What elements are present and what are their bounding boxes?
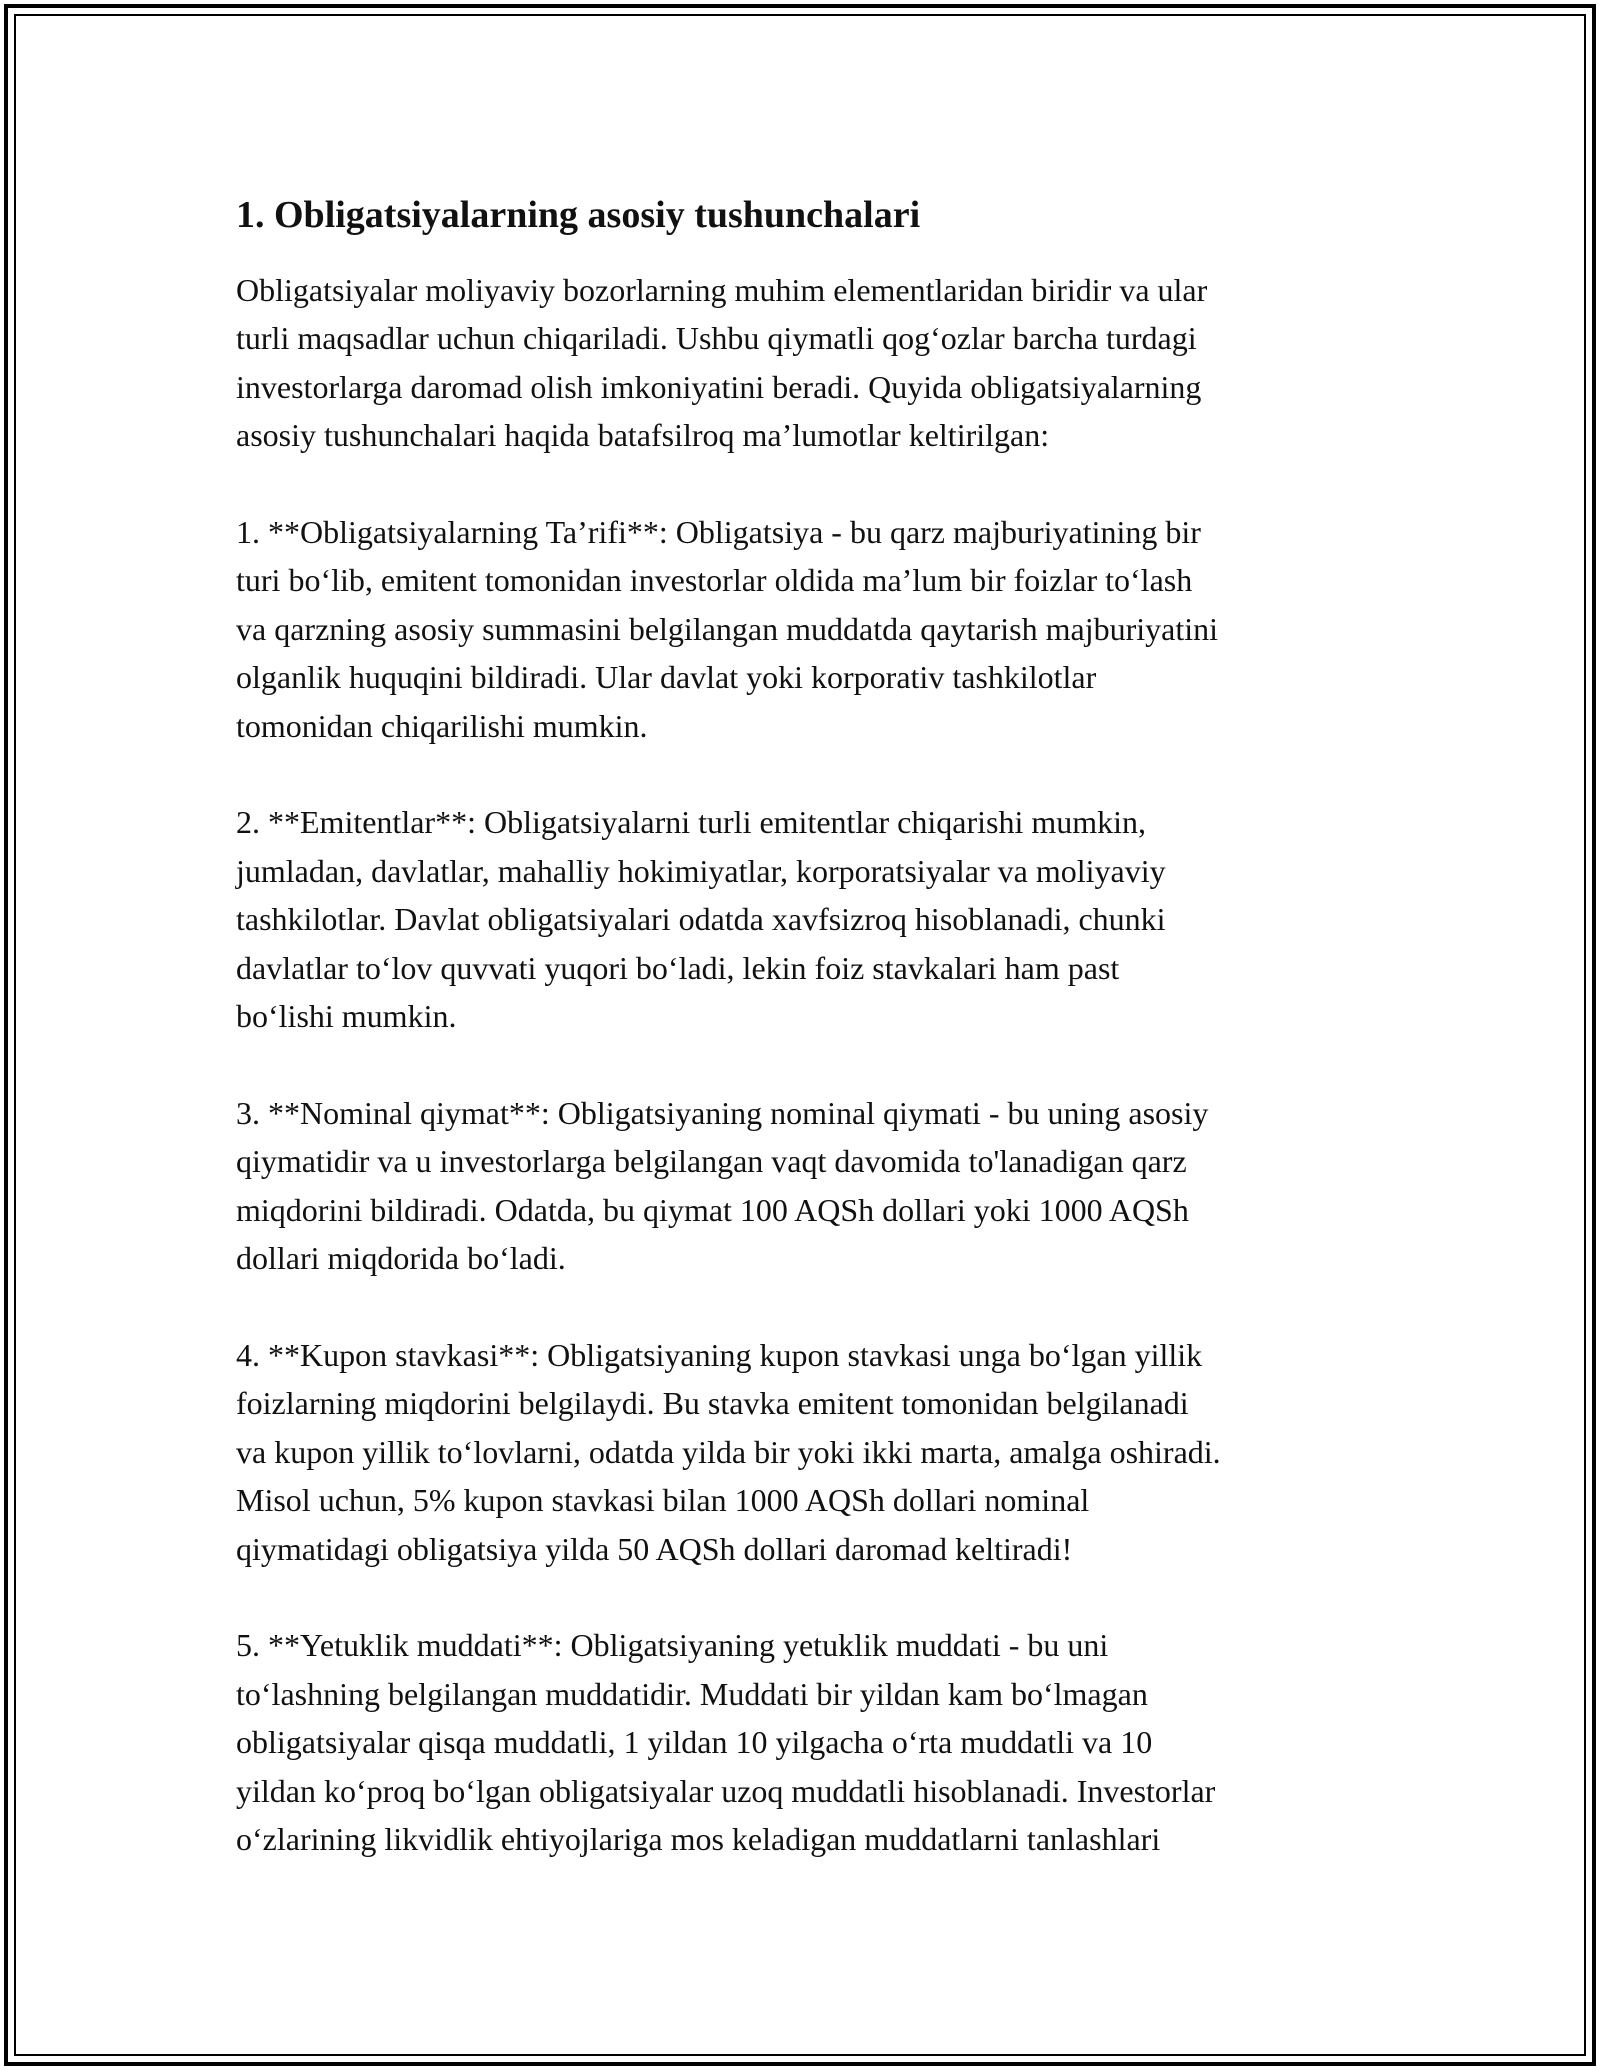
- text-line: dollari miqdorida bo‘ladi.: [236, 1240, 566, 1277]
- text-line: yildan ko‘proq bo‘lgan obligatsiyalar uzoq muddatli hisoblanadi. Investorlar: [236, 1772, 1216, 1809]
- text-line: 4. **Kupon stavkasi**: Obligatsiyaning kupon stavkasi unga bo‘lgan yillik: [236, 1336, 1203, 1373]
- text-line: investorlarga daromad olish imkoniyatini beradi. Quyida obligatsiyalarning: [236, 368, 1202, 405]
- text-line: olganlik huquqini bildiradi. Ular davlat yoki korporativ tashkilotlar: [236, 659, 1097, 696]
- text-line: foizlarning miqdorini belgilaydi. Bu stavka emitent tomonidan belgilanadi: [236, 1385, 1189, 1422]
- text-line: tomonidan chiqarilishi mumkin.: [236, 707, 648, 744]
- coupon-rate-paragraph: [236, 1331, 1376, 1573]
- text-line: turi bo‘lib, emitent tomonidan investorlar oldida ma’lum bir foizlar to‘lash: [236, 562, 1193, 599]
- text-line: miqdorini bildiradi. Odatda, bu qiymat 100 AQSh dollari yoki 1000 AQSh: [236, 1191, 1189, 1228]
- text-line: 3. **Nominal qiymat**: Obligatsiyaning nominal qiymati - bu uning asosiy: [236, 1094, 1209, 1131]
- definition-paragraph: [236, 508, 1376, 750]
- text-line: jumladan, davlatlar, mahalliy hokimiyatlar, korporatsiyalar va moliyaviy: [236, 852, 1166, 889]
- text-line: o‘zlarining likvidlik ehtiyojlariga mos keladigan muddatlarni tanlashlari: [236, 1820, 1161, 1857]
- text-line: Misol uchun, 5% kupon stavkasi bilan 1000 AQSh dollari nominal: [236, 1482, 1090, 1519]
- text-line: turli maqsadlar uchun chiqariladi. Ushbu qiymatli qog‘ozlar barcha turdagi: [236, 320, 1197, 357]
- text-line: davlatlar to‘lov quvvati yuqori bo‘ladi, lekin foiz stavkalari ham past: [236, 949, 1120, 986]
- text-line: 1. **Obligatsiyalarning Ta’rifi**: Obligatsiya - bu qarz majburiyatining bir: [236, 514, 1201, 551]
- document-body: [236, 190, 1376, 1912]
- text-line: to‘lashning belgilangan muddatidir. Muddati bir yildan kam bo‘lmagan: [236, 1675, 1148, 1712]
- text-line: 2. **Emitentlar**: Obligatsiyalarni turli emitentlar chiqarishi mumkin,: [236, 804, 1147, 841]
- text-line: obligatsiyalar qisqa muddatli, 1 yildan 10 yilgacha o‘rta muddatli va 10: [236, 1724, 1153, 1761]
- maturity-paragraph: [236, 1621, 1376, 1863]
- nominal-value-paragraph: [236, 1089, 1376, 1283]
- section-title: 1. Obligatsiyalarning asosiy tushunchalari: [236, 194, 921, 236]
- text-line: va kupon yillik to‘lovlarni, odatda yilda bir yoki ikki marta, amalga oshiradi.: [236, 1433, 1221, 1470]
- issuers-paragraph: [236, 798, 1376, 1040]
- text-line: qiymatidir va u investorlarga belgilangan vaqt davomida to'lanadigan qarz: [236, 1143, 1187, 1180]
- text-line: va qarzning asosiy summasini belgilangan muddatda qaytarish majburiyatini: [236, 610, 1218, 647]
- text-line: asosiy tushunchalari haqida batafsilroq ma’lumotlar keltirilgan:: [236, 417, 1050, 454]
- text-line: Obligatsiyalar moliyaviy bozorlarning muhim elementlaridan biridir va ular: [236, 272, 1208, 308]
- text-line: qiymatidagi obligatsiya yilda 50 AQSh dollari daromad keltiradi!: [236, 1530, 1073, 1567]
- text-line: 5. **Yetuklik muddati**: Obligatsiyaning yetuklik muddati - bu uni: [236, 1627, 1109, 1664]
- text-line: bo‘lishi mumkin.: [236, 998, 457, 1035]
- intro-paragraph: [236, 266, 1376, 460]
- text-line: tashkilotlar. Davlat obligatsiyalari odatda xavfsizroq hisoblanadi, chunki: [236, 901, 1166, 938]
